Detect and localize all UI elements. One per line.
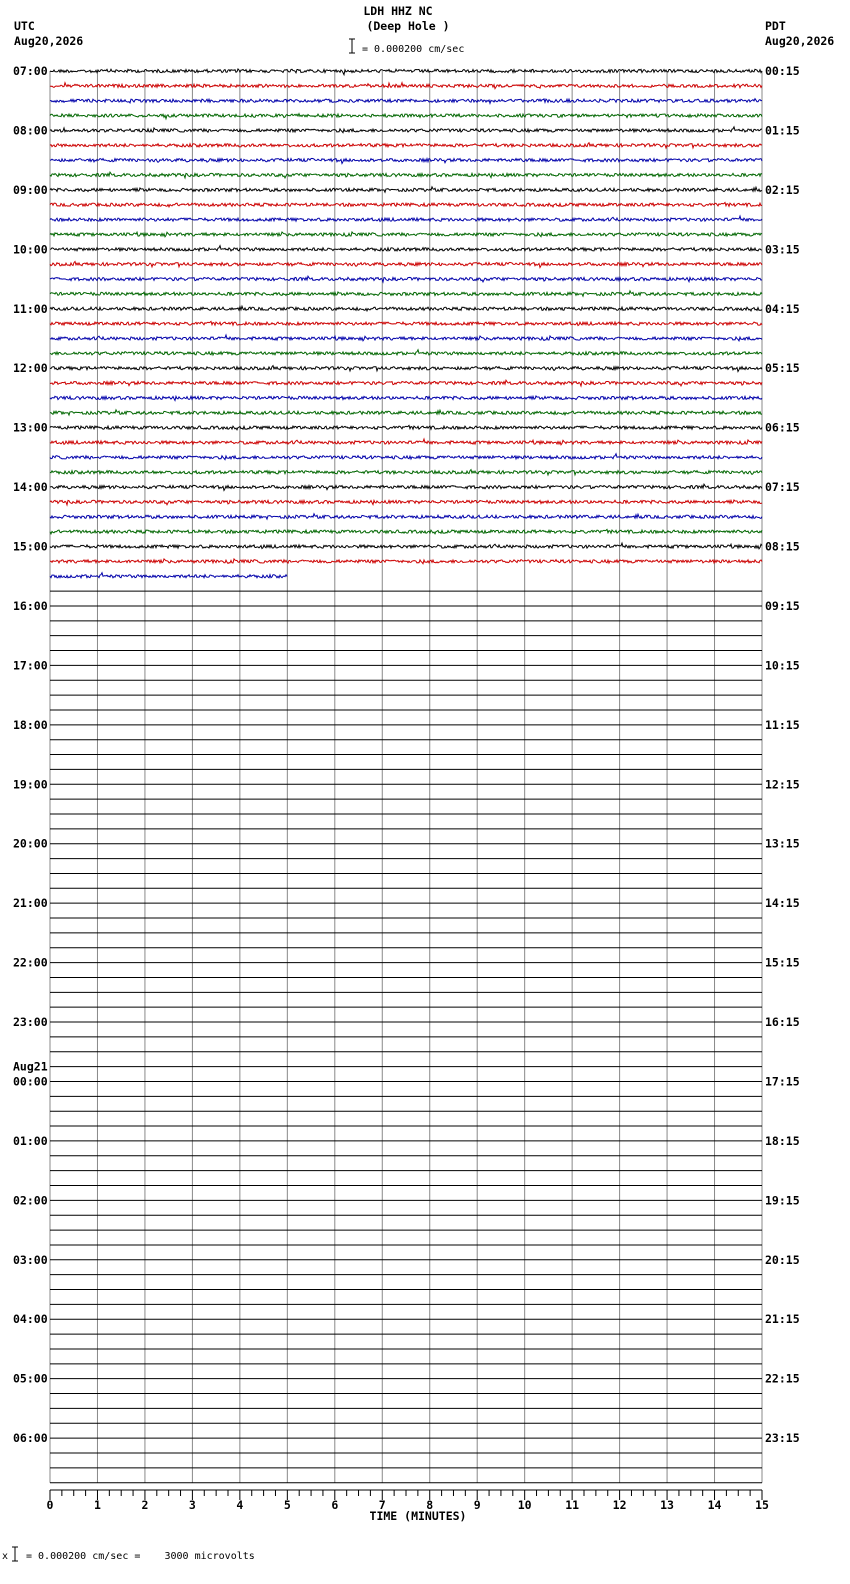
seismic-trace <box>50 500 762 505</box>
seismic-trace <box>50 484 762 490</box>
utc-hour-label: 13:00 <box>13 420 48 435</box>
pdt-hour-label: 18:15 <box>765 1133 800 1148</box>
pdt-hour-label: 22:15 <box>765 1371 800 1386</box>
utc-hour-label: 22:00 <box>13 955 48 970</box>
seismic-trace <box>50 158 762 163</box>
utc-hour-label: 03:00 <box>13 1252 48 1267</box>
utc-hour-label: 10:00 <box>13 242 48 257</box>
seismic-trace <box>50 114 762 119</box>
utc-hour-label: 01:00 <box>13 1133 48 1148</box>
pdt-hour-label: 21:15 <box>765 1312 800 1327</box>
seismic-trace <box>50 439 762 445</box>
seismic-trace <box>50 573 287 578</box>
pdt-hour-label: 12:15 <box>765 777 800 792</box>
pdt-date: Aug20,2026 <box>765 34 835 48</box>
x-tick-label: 7 <box>378 1498 386 1512</box>
seismic-trace <box>50 262 762 268</box>
seismic-trace <box>50 203 762 207</box>
seismic-trace <box>50 366 762 372</box>
utc-hour-label: 09:00 <box>13 182 48 197</box>
utc-date-change-label: Aug21 <box>13 1059 48 1074</box>
grid <box>50 71 762 1483</box>
footer-scale-marker <box>12 1547 18 1561</box>
seismic-trace <box>50 335 762 341</box>
footer-scale-prefix: x <box>2 1551 9 1562</box>
x-tick-label: 3 <box>188 1498 196 1512</box>
utc-hour-label: 19:00 <box>13 777 48 792</box>
seismic-trace <box>50 410 762 415</box>
pdt-hour-label: 15:15 <box>765 955 800 970</box>
seismic-trace <box>50 380 762 386</box>
seismic-trace <box>50 543 762 549</box>
pdt-hour-label: 17:15 <box>765 1074 800 1089</box>
utc-hour-label: 20:00 <box>13 836 48 851</box>
utc-hour-label: 07:00 <box>13 64 48 78</box>
utc-hour-label: 12:00 <box>13 361 48 376</box>
seismic-trace <box>50 83 762 89</box>
seismic-trace <box>50 216 762 221</box>
seismic-trace <box>50 246 762 251</box>
pdt-hour-label: 03:15 <box>765 242 800 257</box>
seismic-trace <box>50 306 762 311</box>
utc-hour-label: 21:00 <box>13 896 48 911</box>
pdt-hour-label: 08:15 <box>765 539 800 554</box>
utc-hour-label: 23:00 <box>13 1015 48 1030</box>
scale-label: = 0.000200 cm/sec <box>362 44 465 55</box>
x-tick-label: 1 <box>93 1498 101 1512</box>
seismic-trace <box>50 127 762 133</box>
station-title: LDH HHZ NC <box>363 4 433 18</box>
trace-area <box>50 69 762 1483</box>
utc-hour-label: 16:00 <box>13 598 48 613</box>
seismic-trace <box>50 143 762 148</box>
pdt-hour-label: 16:15 <box>765 1015 800 1030</box>
pdt-hour-label: 04:15 <box>765 301 800 316</box>
x-tick-label: 15 <box>755 1498 769 1512</box>
utc-hour-label: 15:00 <box>13 539 48 554</box>
x-tick-label: 2 <box>141 1498 149 1512</box>
x-tick-label: 11 <box>565 1498 580 1512</box>
x-tick-label: 14 <box>707 1498 722 1512</box>
pdt-hour-label: 07:15 <box>765 480 800 495</box>
pdt-hour-label: 19:15 <box>765 1193 800 1208</box>
x-tick-label: 12 <box>612 1498 627 1512</box>
seismic-trace <box>50 559 762 564</box>
x-tick-label: 8 <box>426 1498 434 1512</box>
utc-hour-label: 06:00 <box>13 1431 48 1446</box>
utc-hour-label: 08:00 <box>13 123 48 138</box>
seismic-trace <box>50 529 762 533</box>
site-name: (Deep Hole ) <box>366 19 450 33</box>
x-tick-label: 9 <box>473 1498 481 1512</box>
utc-hour-label: 18:00 <box>13 717 48 732</box>
pdt-hour-label: 13:15 <box>765 836 800 851</box>
seismic-trace <box>50 276 762 282</box>
seismic-trace <box>50 291 762 296</box>
seismic-trace <box>50 470 762 475</box>
seismic-trace <box>50 396 762 401</box>
seismic-trace <box>50 232 762 237</box>
pdt-hour-label: 01:15 <box>765 123 800 138</box>
footer-scale-label: = 0.000200 cm/sec = 3000 microvolts <box>26 1551 255 1562</box>
x-tick-label: 4 <box>236 1498 244 1512</box>
utc-label: UTC <box>14 19 35 33</box>
seismic-trace <box>50 321 762 325</box>
utc-hour-label: 02:00 <box>13 1193 48 1208</box>
x-tick-label: 5 <box>283 1498 291 1512</box>
pdt-hour-label: 02:15 <box>765 182 800 197</box>
utc-hour-label: 05:00 <box>13 1371 48 1386</box>
seismic-trace <box>50 454 762 460</box>
seismic-trace <box>50 99 762 104</box>
seismic-trace <box>50 425 762 429</box>
x-tick-label: 10 <box>517 1498 532 1512</box>
x-tick-label: 0 <box>46 1498 54 1512</box>
seismic-trace <box>50 350 762 355</box>
pdt-hour-label: 05:15 <box>765 361 800 376</box>
pdt-hour-label: 06:15 <box>765 420 800 435</box>
utc-hour-label: 14:00 <box>13 480 48 495</box>
pdt-hour-label: 20:15 <box>765 1252 800 1267</box>
seismic-trace <box>50 514 762 519</box>
pdt-hour-label: 14:15 <box>765 896 800 911</box>
utc-date: Aug20,2026 <box>14 34 84 48</box>
scale-marker <box>349 39 355 53</box>
x-tick-label: 13 <box>660 1498 674 1512</box>
pdt-hour-label: 23:15 <box>765 1431 800 1446</box>
pdt-hour-label: 11:15 <box>765 717 800 732</box>
x-tick-label: 6 <box>331 1498 339 1512</box>
pdt-hour-label: 00:15 <box>765 64 800 78</box>
utc-hour-label: 11:00 <box>13 301 48 316</box>
x-axis-title: TIME (MINUTES) <box>369 1509 467 1523</box>
utc-hour-label: 17:00 <box>13 658 48 673</box>
pdt-hour-label: 09:15 <box>765 598 800 613</box>
utc-hour-label: 04:00 <box>13 1312 48 1327</box>
seismic-trace <box>50 172 762 178</box>
seismic-trace <box>50 69 762 75</box>
pdt-hour-label: 10:15 <box>765 658 800 673</box>
utc-hour-label: 00:00 <box>13 1074 48 1089</box>
seismic-trace <box>50 187 762 192</box>
pdt-label: PDT <box>765 19 786 33</box>
